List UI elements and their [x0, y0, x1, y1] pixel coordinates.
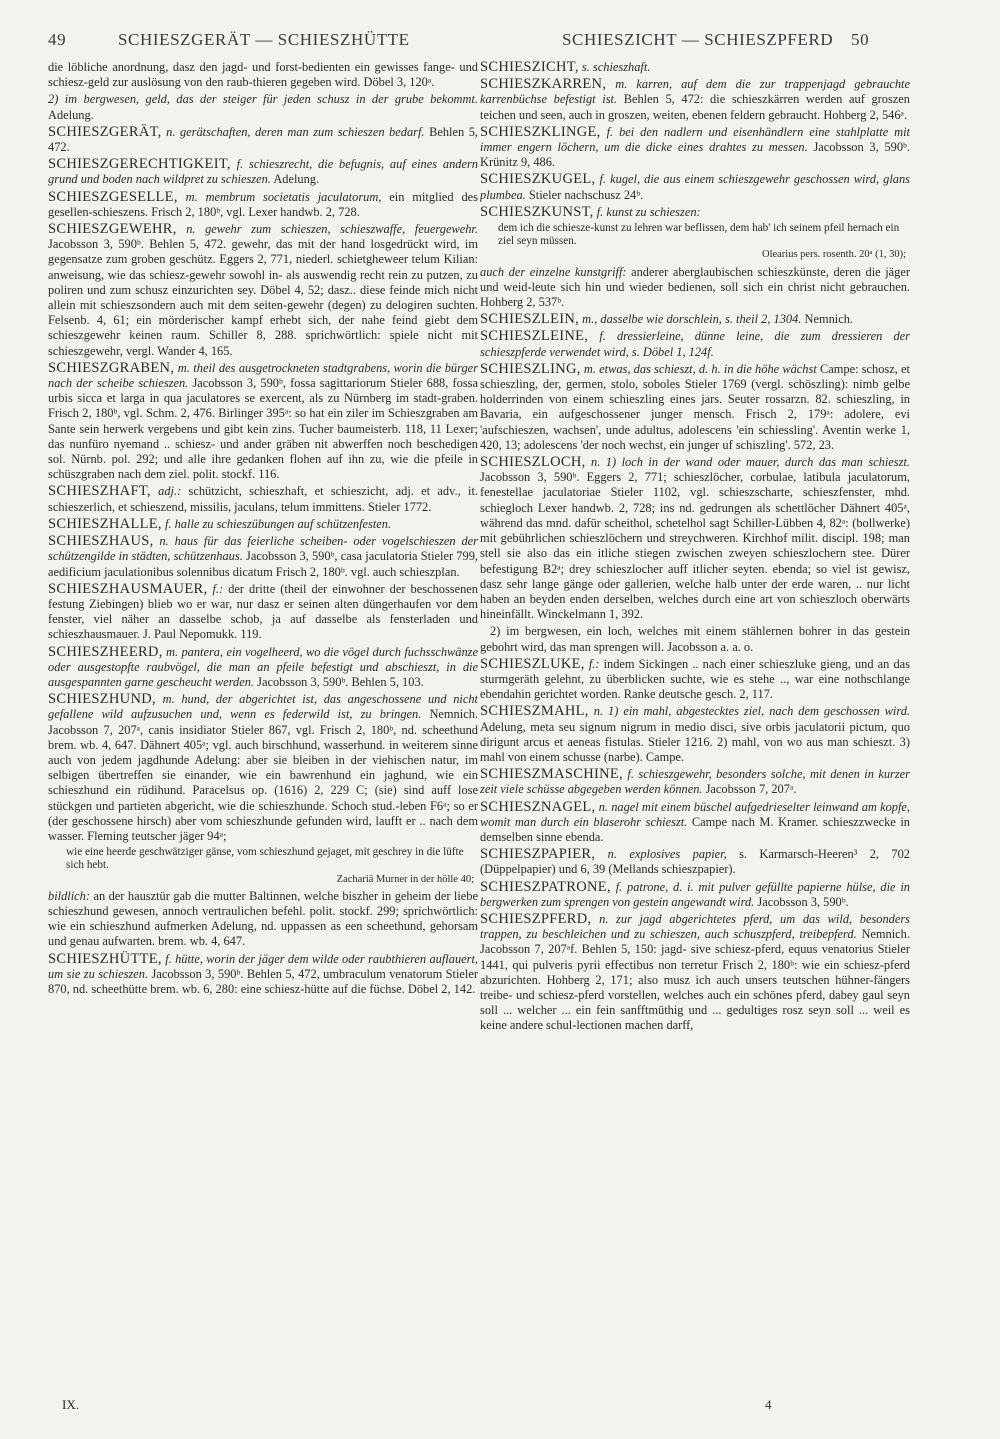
headword: SCHIESZGRABEN,	[48, 359, 175, 376]
gloss: f.:	[588, 656, 600, 671]
dictionary-entry	[48, 582, 478, 643]
entry-text: Behlen 5, 472.	[48, 124, 478, 155]
dictionary-entry	[48, 534, 478, 580]
entry-text: Jacobsson 3, 590ᵇ. Eggers 2, 771; schieszlöcher, corbulae, latibula jaculatorum, fenestellae jaculatoriae Stieler 1102, vgl. schieszscharte, schieszfenster, mhd. schiegloch Lexer handwb. 2, 728; ins nd. gedrungen als schettlöcher Dähnert 405ᵃ, während das mnd. dafür scheithol, schetelhol sagt Schiller-Lübben 4, 82ᵃ: (bollwerke) mit gebührlichen schieszlöchern und streychweren. Kirchhof milit. discipl. 198; man stell sie also das ein itliche stiegen zwischen zweyen schieszlochern stee. Dürer befestigung B2ᵃ; drey schieszlocher auff itlicher seyten. ebenda; so viel ist gewisz, dasz sehr lange gänge oder gallerien, welche halb unter der erde waren, .. nur licht haben an beyden enden derselben, welches durch eine art von schieszloch oberwärts hineinfällt. Winckelmann 1, 392.	[480, 470, 910, 622]
left-page-number: 49	[48, 30, 67, 49]
dictionary-entry	[480, 704, 910, 765]
headword: SCHIESZGERÄT,	[48, 123, 162, 140]
headword: SCHIESZLOCH,	[480, 454, 586, 471]
headword: SCHIESZKARREN,	[480, 76, 607, 93]
left-running-head: SCHIESZGERÄT — SCHIESZHÜTTE	[118, 30, 410, 49]
entry-text: s. Karmarsch-Heeren³ 2, 702 (Düppelpapier) und 6, 39 (Mellands schieszpapier).	[480, 847, 910, 877]
entry-text: Campe: schosz, et schieszling, der, germen, stolo, soboles Stieler 1769 (vergl. schöszling): nimb gelbe holderrinden von einem schieszling eines jars. Seuter rossarzn. 82. schieszling, in Bavaria, ein aufgeschossener junger mensch. Frisch 2, 179ᵃ: adolere, evi 'aufschieszen, wachsen', unde adultus, adolescens 'ein schiessling'. Aventin werke 1, 420, 13; adolescens 'der noch wechst, ein junger uf schiszling'. 572, 23.	[480, 361, 910, 452]
headword: SCHIESZMAHL,	[480, 703, 589, 720]
entry-text: Stieler nachschusz 24ᵇ.	[528, 187, 644, 202]
gloss: f. hütte, worin der jäger dem wilde oder raubthieren auflauert, um sie zu schieszen.	[48, 951, 478, 981]
dictionary-entry	[480, 265, 910, 311]
gloss: m. theil des ausgetrockneten stadtgrabens, worin die bürger nach der scheibe schieszen.	[48, 360, 478, 391]
headword: SCHIESZNAGEL,	[480, 798, 596, 815]
headword: SCHIESZHEERD,	[48, 643, 163, 660]
dictionary-entry	[480, 125, 910, 171]
headword: SCHIESZPAPIER,	[480, 846, 596, 863]
headword: SCHIESZKUGEL,	[480, 171, 596, 188]
headword: SCHIESZPATRONE,	[480, 878, 611, 895]
dictionary-entry	[480, 60, 910, 75]
dictionary-entry	[480, 172, 910, 202]
entry-text: Jacobsson 3, 590ᵇ. Behlen 5, 103.	[257, 674, 424, 689]
dictionary-entry	[480, 880, 910, 910]
gloss: f. halle zu schieszübungen auf schützenfesten.	[164, 516, 392, 531]
dictionary-entry	[48, 157, 478, 187]
quotation-text: wie eine heerde geschwätziger gänse, vom schieszhund gejaget, mit geschrey in die lüfte sich hebt.	[66, 846, 464, 872]
headword: SCHIESZPFERD,	[480, 910, 592, 927]
entry-text: Behlen 5, 472: die schieszkärren werden auf groszen teichen und seen, auch in groszen, weiten, ebenen feldern gebraucht. Hohberg 2, 546ᵃ.	[480, 92, 910, 122]
quotation	[66, 846, 478, 886]
right-column	[480, 60, 910, 1390]
headword: SCHIESZICHT,	[480, 60, 579, 75]
gloss: f. schieszgewehr, besonders solche, mit denen in kurzer zeit viele schüsse abgegeben werden können.	[480, 767, 910, 797]
gloss: adj.:	[158, 484, 182, 499]
gloss: n. gerätschaften, deren man zum schieszen bedarf.	[166, 124, 425, 139]
gloss: m. karren, auf dem die zur trappenjagd gebrauchte karrenbüchse befestigt ist.	[480, 77, 910, 107]
headword: SCHIESZHAUSMAUER,	[48, 580, 208, 597]
entry-text: anderer aberglaubischen schieszkünste, deren die jäger und weid-leute sich hin und wieder bedienen, soll sich ein christ nicht gebrauchen. Hohberg 2, 537ᵇ.	[480, 264, 910, 310]
entry-text: Jacobsson 3, 590ᵇ. Behlen 5, 472. gewehr, das mit der hand losgedrückt wird, im gegensatze zum groben geschütz. Eggers 2, 771, niederl. schietgheweer telum Kilian: anweisung, wie das schiesz-gewehr sowohl in- als auswendig recht rein zu putzen, zu poliren und zum schusz einzurichten sey. Döbel 4, 52; dasz.. diese feinde mich nicht allein mit schieszsondern auch mit dem seiten-gewehr (degen) zu delogiren suchten. Felsenb. 4, 61; ein mörderischer kampf erhebt sich, der nahe feind giebt dem schieszgewehr keinen raum. Schiller 8, 288. sprichwörtlich: spiele nicht mit schieszgewehr, vergl. Wander 4, 165.	[48, 237, 478, 358]
entry-text: schützicht, schieszhaft, et schieszicht, adj. et adv., it. schieszerlich, et schieszend, missilis, jaculans, telum immittens. Stieler 1772.	[48, 484, 478, 514]
headword: SCHIESZHALLE,	[48, 515, 162, 532]
dictionary-entry	[48, 645, 478, 691]
dictionary-entry	[480, 362, 910, 453]
entry-text: Adelung.	[48, 107, 94, 122]
dictionary-entry	[480, 800, 910, 846]
gloss: n. zur jagd abgerichtetes pferd, um das wild, besonders trappen, zu beschleichen und zu schieszen, auch schuszpferd, treibepferd.	[480, 911, 910, 942]
headword: SCHIESZLEINE,	[480, 328, 589, 345]
entry-text: ein mitglied des gesellen-schieszens. Frisch 2, 180ᵇ, vgl. Lexer handwb. 2, 728.	[48, 189, 478, 219]
gloss: 2) im bergwesen, geld, das der steiger für jeden schusz in der grube bekommt.	[48, 92, 478, 107]
dictionary-entry	[480, 312, 910, 327]
gloss: n. gewehr zum schieszen, schieszwaffe, feuergewehr.	[186, 222, 478, 237]
gloss: m. membrum societatis jaculatorum,	[185, 189, 382, 204]
entry-text: Jacobsson 3, 590ᵇ. Krünitz 9, 486.	[480, 140, 910, 170]
gloss: n. 1) ein mahl, abgestecktes ziel, nach dem geschossen wird.	[593, 704, 910, 719]
entry-text: die löbliche anordnung, dasz den jagd- und forst-bedienten ein gewisses fange- und schiesz-geld zur auslösung von den raub-thieren gegeben wird. Döbel 3, 120ᵃ.	[48, 60, 478, 90]
entry-text: Jacobsson 3, 590ᵇ.	[757, 894, 849, 909]
gloss: n. 1) loch in der wand oder mauer, durch das man schieszt.	[591, 455, 910, 470]
gloss: f. dressierleine, dünne leine, die zum dressieren der schieszpferde verwendet wird, s. Döbel 1, 124f.	[480, 329, 910, 359]
left-column	[48, 60, 478, 1390]
gloss: m. hund, der abgerichtet ist, das angeschossene und nicht gefallene wild aufzusuchen und, wenn es federwild ist, zu bringen.	[48, 692, 478, 722]
dictionary-entry	[48, 190, 478, 220]
gloss: bildlich:	[48, 888, 90, 903]
gloss: s. schieszhaft.	[581, 60, 651, 74]
headword: SCHIESZLING,	[480, 360, 581, 377]
dictionary-entry	[480, 912, 910, 1034]
gloss: f. kunst zu schieszen:	[596, 204, 701, 219]
entry-text: Adelung, meta seu signum nigrum in medio disci, sive orbis jaculatorii pictum, quo dirigunt arcus et aeneas fistulas. Stieler 1216. 2) mahl, von wo aus man schieszt. 3) mahl von einem schusse (narbe). Campe.	[480, 719, 910, 764]
headword: SCHIESZHAUS,	[48, 533, 154, 550]
gloss: n. explosives papier,	[607, 847, 727, 862]
headword: SCHIESZKUNST,	[480, 203, 594, 220]
dictionary-entry	[48, 222, 478, 359]
quotation	[498, 222, 910, 262]
entry-text: der dritte (theil der einwohner der beschossenen festung Ziebingen) blieb wo er war, nur dasz er seinen alten düngerhaufen vor dem fenster, viel näher an dasselbe schob, ja auf dasselbe als fensterladen und schieszhausmauer. J. Paul Nepomukk. 119.	[48, 581, 478, 642]
headword: SCHIESZHÜTTE,	[48, 950, 162, 967]
right-page-number: 50	[851, 30, 870, 49]
gloss: m. etwas, das schieszt, d. h. in die höhe wächst	[583, 361, 817, 376]
headword: SCHIESZGESELLE,	[48, 188, 178, 205]
gloss: f. kugel, die aus einem schieszgewehr geschossen wird, glans plumbea.	[480, 172, 910, 202]
gloss: auch der einzelne kunstgriff:	[480, 264, 627, 279]
headword: SCHIESZGERECHTIGKEIT,	[48, 156, 231, 173]
dictionary-entry	[480, 847, 910, 877]
dictionary-entry	[480, 77, 910, 123]
headword: SCHIESZGEWEHR,	[48, 221, 177, 238]
quotation-source: Olearius pers. rosenth. 20ᵃ (1, 30);	[761, 249, 906, 261]
dictionary-entry	[48, 361, 478, 483]
dictionary-entry	[480, 767, 910, 797]
dictionary-entry	[48, 60, 478, 90]
headword: SCHIESZLEIN,	[480, 311, 580, 328]
dictionary-entry	[48, 952, 478, 998]
entry-text: Campe nach M. Kramer. schieszzwecke in demselben sinne ebenda.	[480, 814, 910, 844]
headword: SCHIESZHAFT,	[48, 483, 151, 500]
dictionary-entry	[480, 205, 910, 220]
entry-text: Nemnich. Jacobsson 7, 207ᵃf. Behlen 5, 150: jagd- sive schiesz-pferd, equus venatorius Stieler 1441, qui pulveris pyrii effectibus non terretur Frisch 2, 180ᵇ: wie ein schiesz-pferd abzurichten. Hohberg 2, 171; also musz ich auch unsers teutschen hühner-fängers treibe- und schiesz-pferd vorstellen, welches auch ein schönes pferd, dabey gaul seyn soll ... welcher ... ein fein sanfftmüthig und ... gedultiges rosz seyn soll ... weil es keine andere schul-lectionen machen darff,	[480, 927, 910, 1033]
gloss: n. nagel mit einem büschel aufgedrieselter leinwand am kopfe, womit man durch ein blaserohr schieszt.	[480, 799, 910, 829]
entry-text: Nemnich.	[804, 312, 854, 327]
entry-text: Jacobsson 3, 590ᵇ. Behlen 5, 472, umbraculum venatorum Stieler 870, nd. scheethütte brem. wb. 6, 280: eine schiesz-hütte auf die füchse. Döbel 2, 142.	[48, 966, 478, 996]
dictionary-entry	[48, 125, 478, 155]
dictionary-entry	[480, 329, 910, 359]
dictionary-entry	[48, 889, 478, 950]
headword: SCHIESZKLINGE,	[480, 123, 601, 140]
gloss: m. pantera, ein vogelheerd, wo die vögel durch fuchsschwänze oder ausgestopfte raubvögel, die man an pfeile befestigt und abschieszt, in die ausgespannten garne gescheucht werden.	[48, 644, 478, 689]
gloss: n. haus für das feierliche scheiben- oder vogelschieszen der schützengilde in städten, schützenhaus.	[48, 534, 478, 564]
gloss: m., dasselbe wie dorschlein, s. theil 2, 1304.	[582, 312, 802, 327]
signature-mark: IX.	[62, 1397, 79, 1412]
entry-text: Jacobsson 7, 207ᵃ.	[705, 782, 797, 797]
entry-text: Jacobsson 3, 590ᵇ, casa jaculatoria Stieler 799, aedificium jaculationibus solennibus dicatum Frisch 2, 180ᵇ. vgl. auch schieszplan.	[48, 549, 478, 579]
entry-text: indem Sickingen .. nach einer schieszluke gieng, und an das sturmgeräth gelehnt, zu überblicken suchte, wie es stehe .., war eine nothschlange ebendahin gerichtet worden. Ranke deutsche gesch. 2, 117.	[480, 656, 910, 702]
dictionary-entry	[480, 657, 910, 703]
dictionary-entry	[48, 517, 478, 532]
sheet-number: 4	[765, 1397, 772, 1412]
headword: SCHIESZHUND,	[48, 691, 156, 708]
headword: SCHIESZMASCHINE,	[480, 766, 623, 783]
dictionary-entry	[48, 484, 478, 514]
gloss: f. bei den nadlern und eisenhändlern eine stahlplatte mit immer engern löchern, um die dicke eines drahtes zu messen.	[480, 124, 910, 155]
gloss: f. patrone, d. i. mit pulver gefüllte papierne hülse, die in bergwerken zum sprengen von gestein angewandt wird.	[480, 879, 910, 909]
entry-text: an der hausztür gab die mutter Baltinnen, welche biszher in geheim der liebe schieszhund gewesen, annoch vertraulichen befehl. polit. stockf. 299; sprichwörtlich: wie ein schieszhund aufmerken Adelung, nd. uppassen as een scheethund, gehorsam und genau aufwarten. brem. wb. 4, 647.	[48, 888, 478, 949]
dictionary-entry	[48, 92, 478, 122]
gloss: f.:	[212, 581, 224, 596]
entry-text: Adelung.	[273, 172, 320, 187]
dictionary-entry	[48, 692, 478, 844]
right-running-head: SCHIESZICHT — SCHIESZPFERD	[562, 30, 834, 49]
sub-sense: 2) im bergwesen, ein loch, welches mit einem stählernen bohrer in das gestein gebohrt wird, das man sprengen will. Jacobsson a. a. o.	[480, 624, 910, 654]
quotation-source: Zachariä Murner in der hölle 40;	[336, 873, 474, 885]
gloss: f. schieszrecht, die befugnis, auf eines andern grund und boden nach wildpret zu schieszen.	[48, 157, 478, 187]
dictionary-entry	[480, 455, 910, 622]
quotation-text: dem ich die schiesze-kunst zu lehren war beflissen, dem hab' ich seinem pfeil hernach ein ziel seyn müssen.	[498, 222, 900, 248]
headword: SCHIESZLUKE,	[480, 655, 585, 672]
entry-text: Nemnich. Jacobsson 7, 207ᵃ, canis insidiator Stieler 867, vgl. Frisch 2, 180ᵇ, nd. scheethund brem. wb. 4, 647. Dähnert 405ᵃ; vgl. auch birschhund, wasserhund. in weiterem sinne auch von jedem jagdhunde Adelung: aber sie bleiben in der viehischen natur, im selbigen übertreffen sie einander, wie ein bawrenhund ein jaghund, wie ein schieszhund ein rüdihund. Paracelsus op. (1616) 2, 229 C; (sie) sind auff lose stückgen und partieten abgericht, wie die schieszhunde. Schoch stud.-leben F6ᵃ; so er (der geschossene hirsch) aber vom schieszhunde gefunden wird, laufft er .. nach dem wasser. Fleming teutscher jäger 94ᵃ;	[48, 707, 478, 843]
entry-text: Jacobsson 3, 590ᵇ, fossa sagittariorum Stieler 688, fossa urbis sicca et larga in qua jaculatores se exercent, als zu Nürnberg im stadt-graben. Frisch 2, 180ᵇ, vgl. Schm. 2, 476. Birlinger 395ᵃ: so hat ein ziler im Schieszgraben am Sante sein herwerk vergebens und gibt kein zins. Tucher baumeisterb. 118, 11 Lexer; das nunfüro nyemand .. schiesz- und ander gräben nit abwerffen noch beschedigen sol. Nürnb. pol. 292; und alle ihre gedanken flohen auf ihn zu, wie die pfeile in schüszgraben nach dem ziel. polit. stockf. 116.	[48, 376, 478, 482]
